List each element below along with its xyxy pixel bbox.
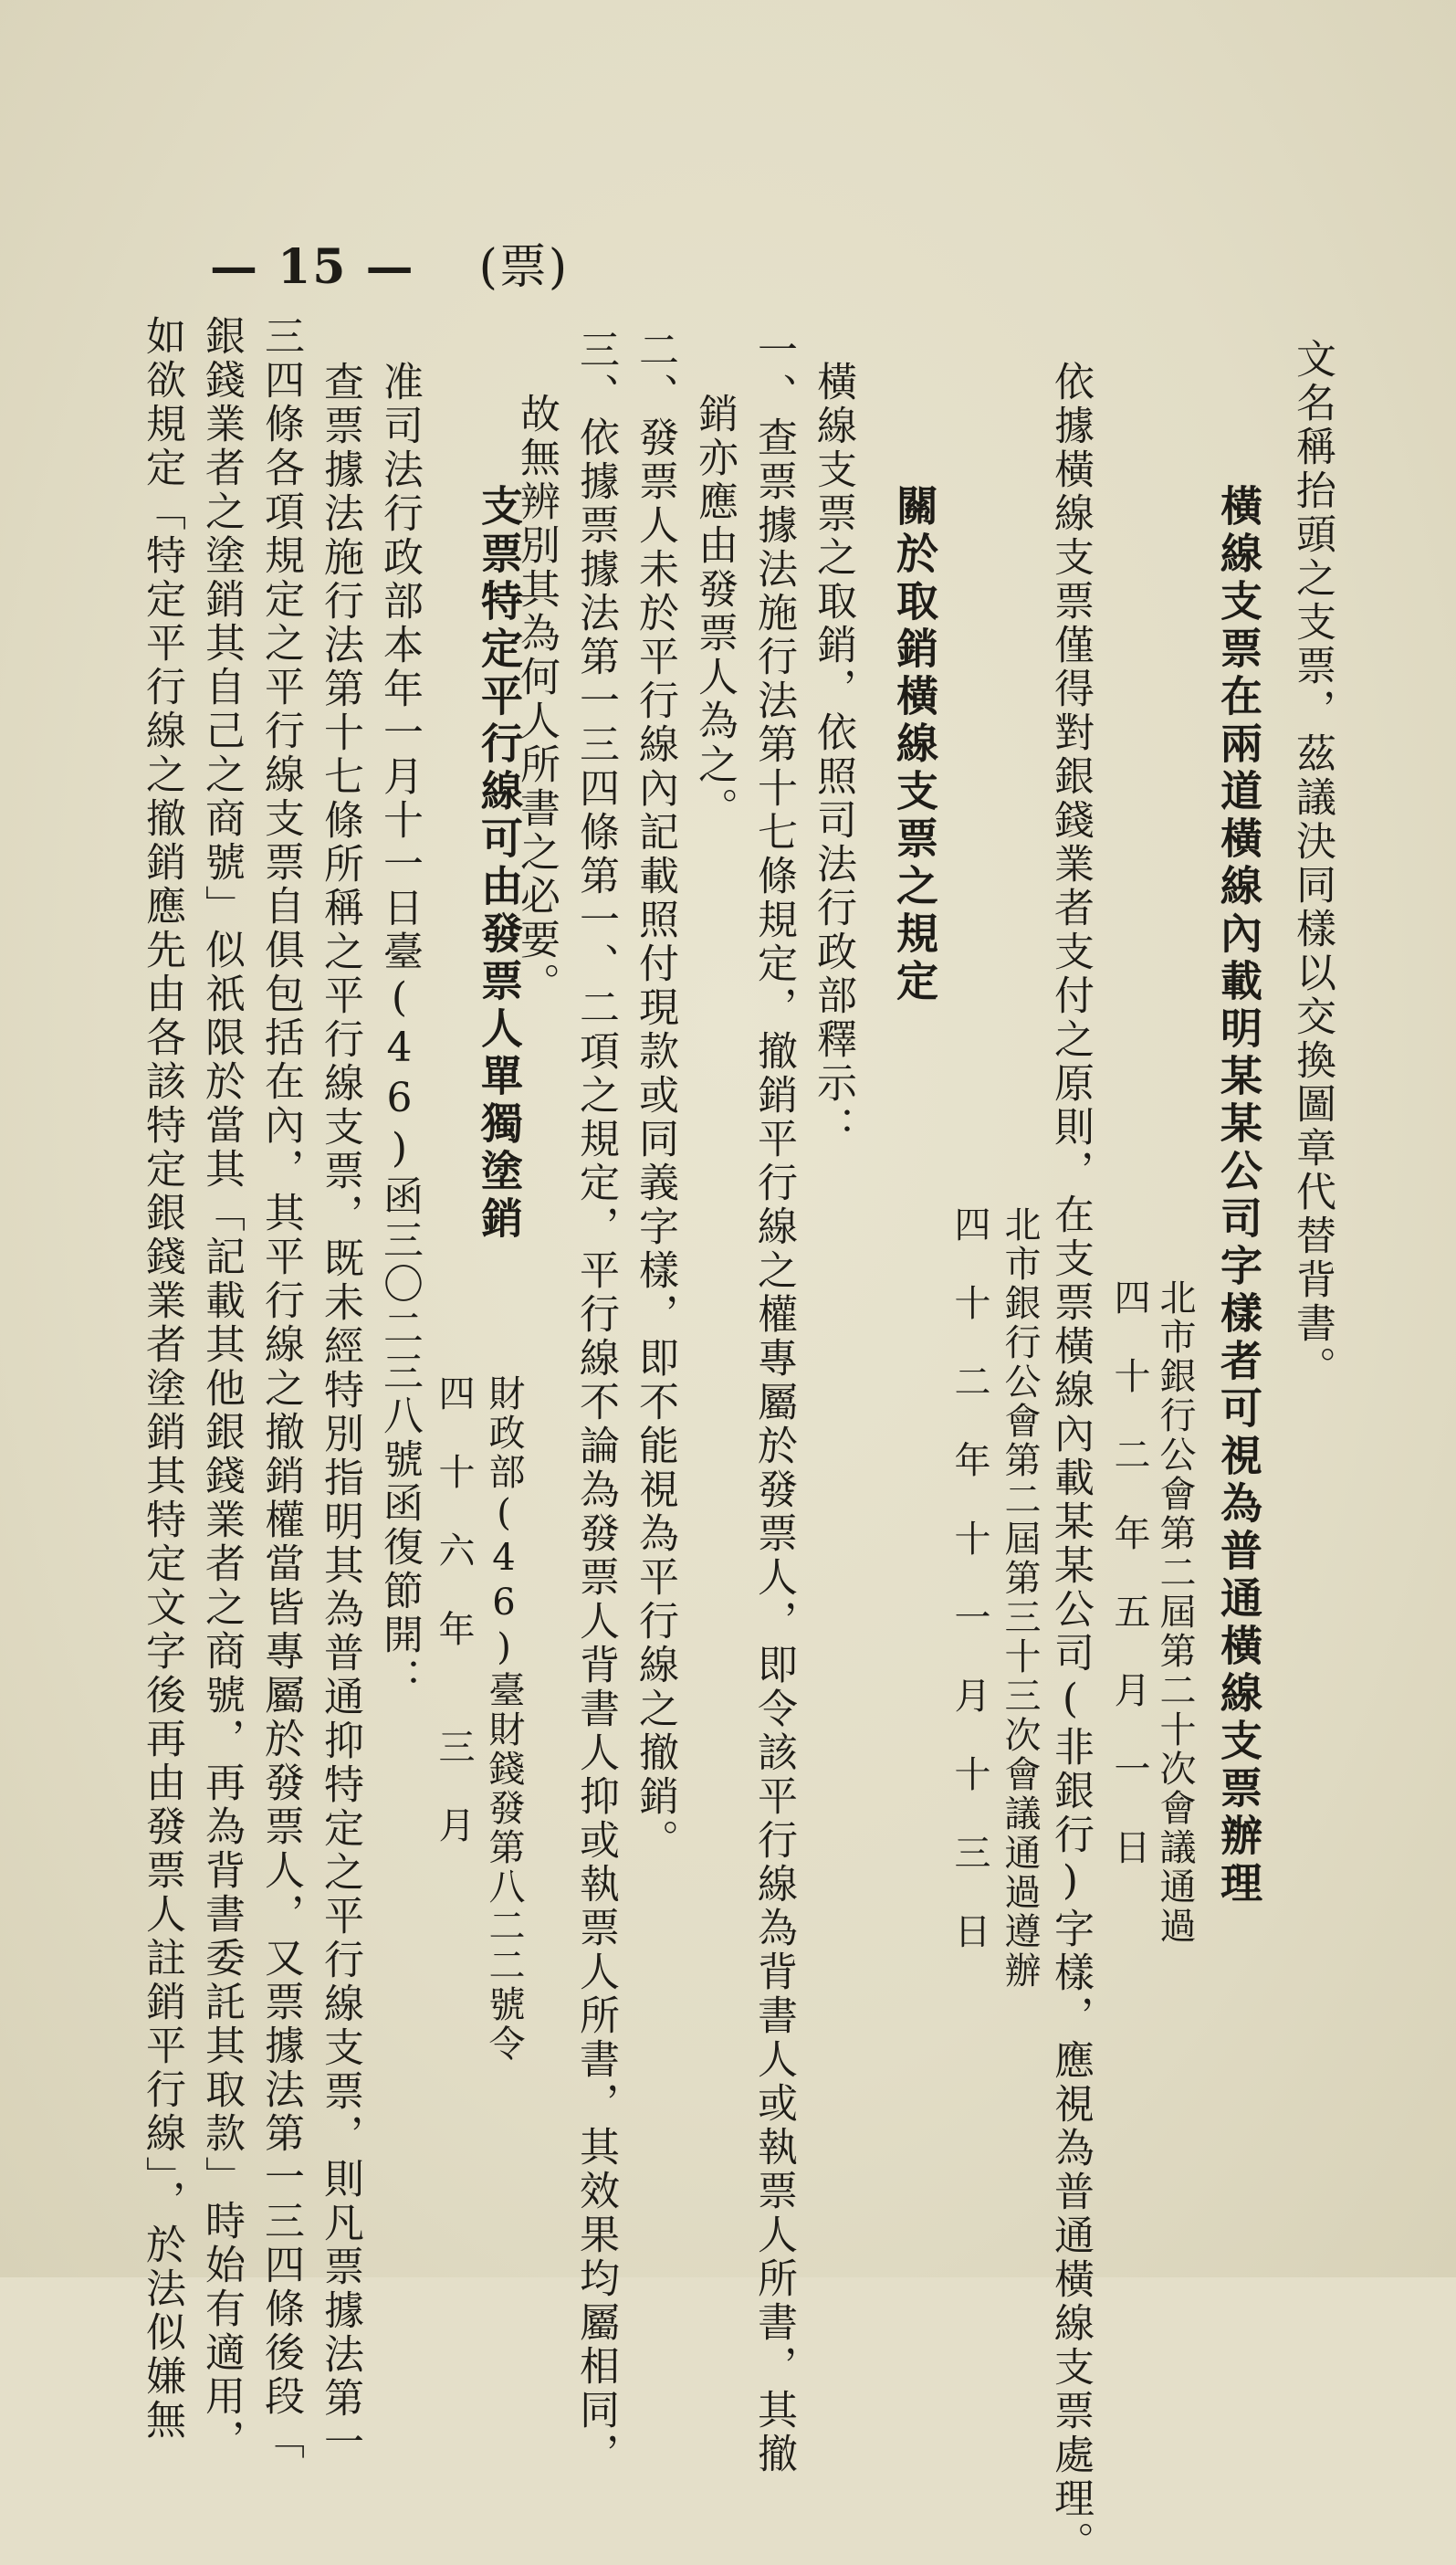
text-column-9: 橫線支票之取銷，依照司法行政部釋示： bbox=[810, 361, 856, 1150]
ministry-order: 財政部(46)臺財錢發第八二二號令 bbox=[483, 1374, 525, 2064]
heading-crossed-cheque-company-name: 橫線支票在兩道橫線內載明某某公司字樣者可視為普通橫線支票辦理 bbox=[1214, 484, 1263, 1908]
meeting-date-1: 四 十 二 年 五 月 一 日 bbox=[1108, 1278, 1150, 1867]
heading-special-crossing-cancel: 支票特定平行線可由發票人單獨塗銷 bbox=[475, 484, 524, 1244]
text-column-18: 准司法行政部本年一月十一日臺(46)函三〇二三八號函復節開： bbox=[376, 361, 423, 1701]
text-column-20: 三四條各項規定之平行線支票自俱包括在內，其平行線之撤銷權當皆專屬於發票人，又票據法第一三四條後段「 bbox=[257, 315, 304, 2463]
text-column-21: 銀錢業者之塗銷其自己之商號」似祇限於當其「記載其他銀錢業者之商號，再為背書委託其取款」時始有適用， bbox=[198, 315, 245, 2463]
text-column-22: 如欲規定「特定平行線之撤銷應先由各該特定銀錢業者塗銷其特定文字後再由發票人註銷平行線」，於法似嫌無 bbox=[139, 315, 185, 2443]
section-mark: (票) bbox=[478, 240, 570, 295]
heading-cancel-crossed-cheque: 關於取銷橫線支票之規定 bbox=[890, 484, 939, 1006]
text-column-19: 查票據法施行法第十七條所稱之平行線支票，既未經特別指明其為普通抑特定之平行線支票，則凡票據法第一 bbox=[317, 361, 363, 2465]
text-column-5: 依據橫線支票僅得對銀錢業者支付之原則，在支票橫線內載某某公司(非銀行)字樣，應視為普通橫線支票處理。 bbox=[1047, 361, 1094, 2565]
text-column-10: 一、查票據法施行法第十七條規定，撤銷平行線之權專屬於發票人，即令該平行線為背書人或執票人所書，其撤 bbox=[750, 329, 797, 2476]
ministry-order-date: 四 十 六 年 三 月 bbox=[433, 1374, 475, 1845]
text-column-13: 三、依據票據法第一三四條第一、二項之規定，平行線不論為發票人背書人抑或執票人所書，其效果均屬相同， bbox=[572, 329, 619, 2476]
text-column-1: 文名稱抬頭之支票，茲議決同樣以交換圖章代替背書。 bbox=[1289, 338, 1336, 1390]
text-column-12: 二、發票人未於平行線內記載照付現款或同義字樣，即不能視為平行線之撤銷。 bbox=[632, 329, 678, 1863]
text-column-14: 故無辨別其為何人所書之必要。 bbox=[513, 393, 560, 1006]
page-header bbox=[210, 228, 569, 297]
meeting-date-2: 四 十 二 年 十 一 月 十 三 日 bbox=[948, 1205, 990, 1951]
page-number: — 15 — bbox=[210, 239, 415, 295]
meeting-note-2: 北市銀行公會第二屆第三十三次會議通過遵辦 bbox=[999, 1205, 1041, 1991]
meeting-note-1: 北市銀行公會第二屆第二十次會議通過 bbox=[1154, 1278, 1196, 1946]
text-column-11: 銷亦應由發票人為之。 bbox=[691, 393, 738, 831]
